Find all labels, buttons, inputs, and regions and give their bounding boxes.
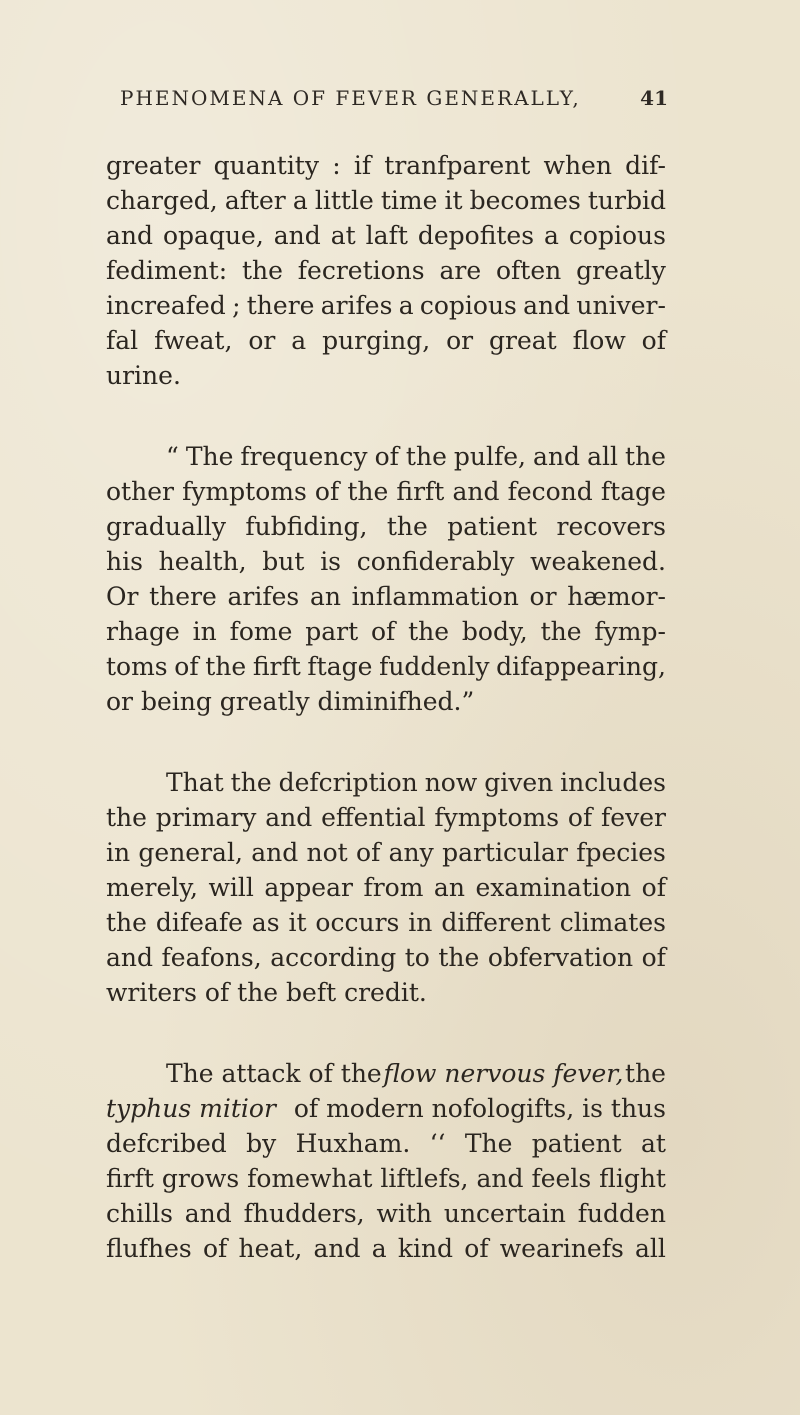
running-head-title: PHENOMENA OF FEVER GENERALLY,: [120, 86, 581, 110]
text-line: Or there arifes an inflammation or hæmor-: [106, 582, 666, 611]
text-line: fediment: the fecretions are often greatly: [106, 256, 666, 285]
text-line: That the defcription now given includes: [166, 768, 666, 797]
text-line: his health, but is confiderably weakened.: [106, 547, 666, 576]
text-line: or being greatly diminifhed.”: [106, 687, 475, 716]
text-line: and opaque, and at laft depofites a copious: [106, 221, 666, 250]
paragraph-1: [106, 148, 666, 393]
text-line: writers of the beft credit.: [106, 978, 427, 1007]
running-head: [120, 86, 680, 110]
text-line: “ The frequency of the pulfe, and all the: [166, 442, 666, 471]
text-line: urine.: [106, 361, 181, 390]
text-line: [106, 1091, 666, 1126]
text-line: greater quantity : if tranfparent when dif-: [106, 151, 666, 180]
text-line: chills and fhudders, with uncertain fudden: [106, 1199, 666, 1228]
text-line: defcribed by Huxham. ‘‘ The patient at: [106, 1129, 666, 1158]
paragraph-4: [106, 1056, 666, 1266]
page-number: 41: [640, 86, 668, 110]
text-run: of modern nofologifts, is thus: [293, 1094, 666, 1123]
body-text: [106, 148, 666, 1266]
text-run-italic: flow nervous fever,: [383, 1059, 624, 1088]
text-line: the difeafe as it occurs in different climates: [106, 908, 666, 937]
paragraph-2: [106, 439, 666, 719]
text-line: in general, and not of any particular fpecies: [106, 838, 666, 867]
text-run: The attack of the: [166, 1059, 382, 1088]
text-line: and feafons, according to the obfervation of: [106, 943, 666, 972]
text-line: rhage in fome part of the body, the fymp-: [106, 617, 666, 646]
text-run-italic: typhus mitior: [106, 1094, 276, 1123]
text-line: [106, 1056, 666, 1091]
text-line: toms of the firft ftage fuddenly difappearing,: [106, 652, 666, 681]
text-run: the: [625, 1059, 666, 1088]
text-line: gradually fubfiding, the patient recovers: [106, 512, 666, 541]
text-line: firft grows fomewhat liftlefs, and feels flight: [106, 1164, 666, 1193]
text-line: other fymptoms of the firft and fecond ftage: [106, 477, 666, 506]
paragraph-3: [106, 765, 666, 1010]
text-line: the primary and effential fymptoms of fever: [106, 803, 666, 832]
text-line: merely, will appear from an examination of: [106, 873, 666, 902]
text-line: fal fweat, or a purging, or great flow of: [106, 326, 666, 355]
text-line: flufhes of heat, and a kind of wearinefs all: [106, 1234, 666, 1263]
text-line: increafed ; there arifes a copious and univer-: [106, 291, 666, 320]
text-line: charged, after a little time it becomes turbid: [106, 186, 666, 215]
